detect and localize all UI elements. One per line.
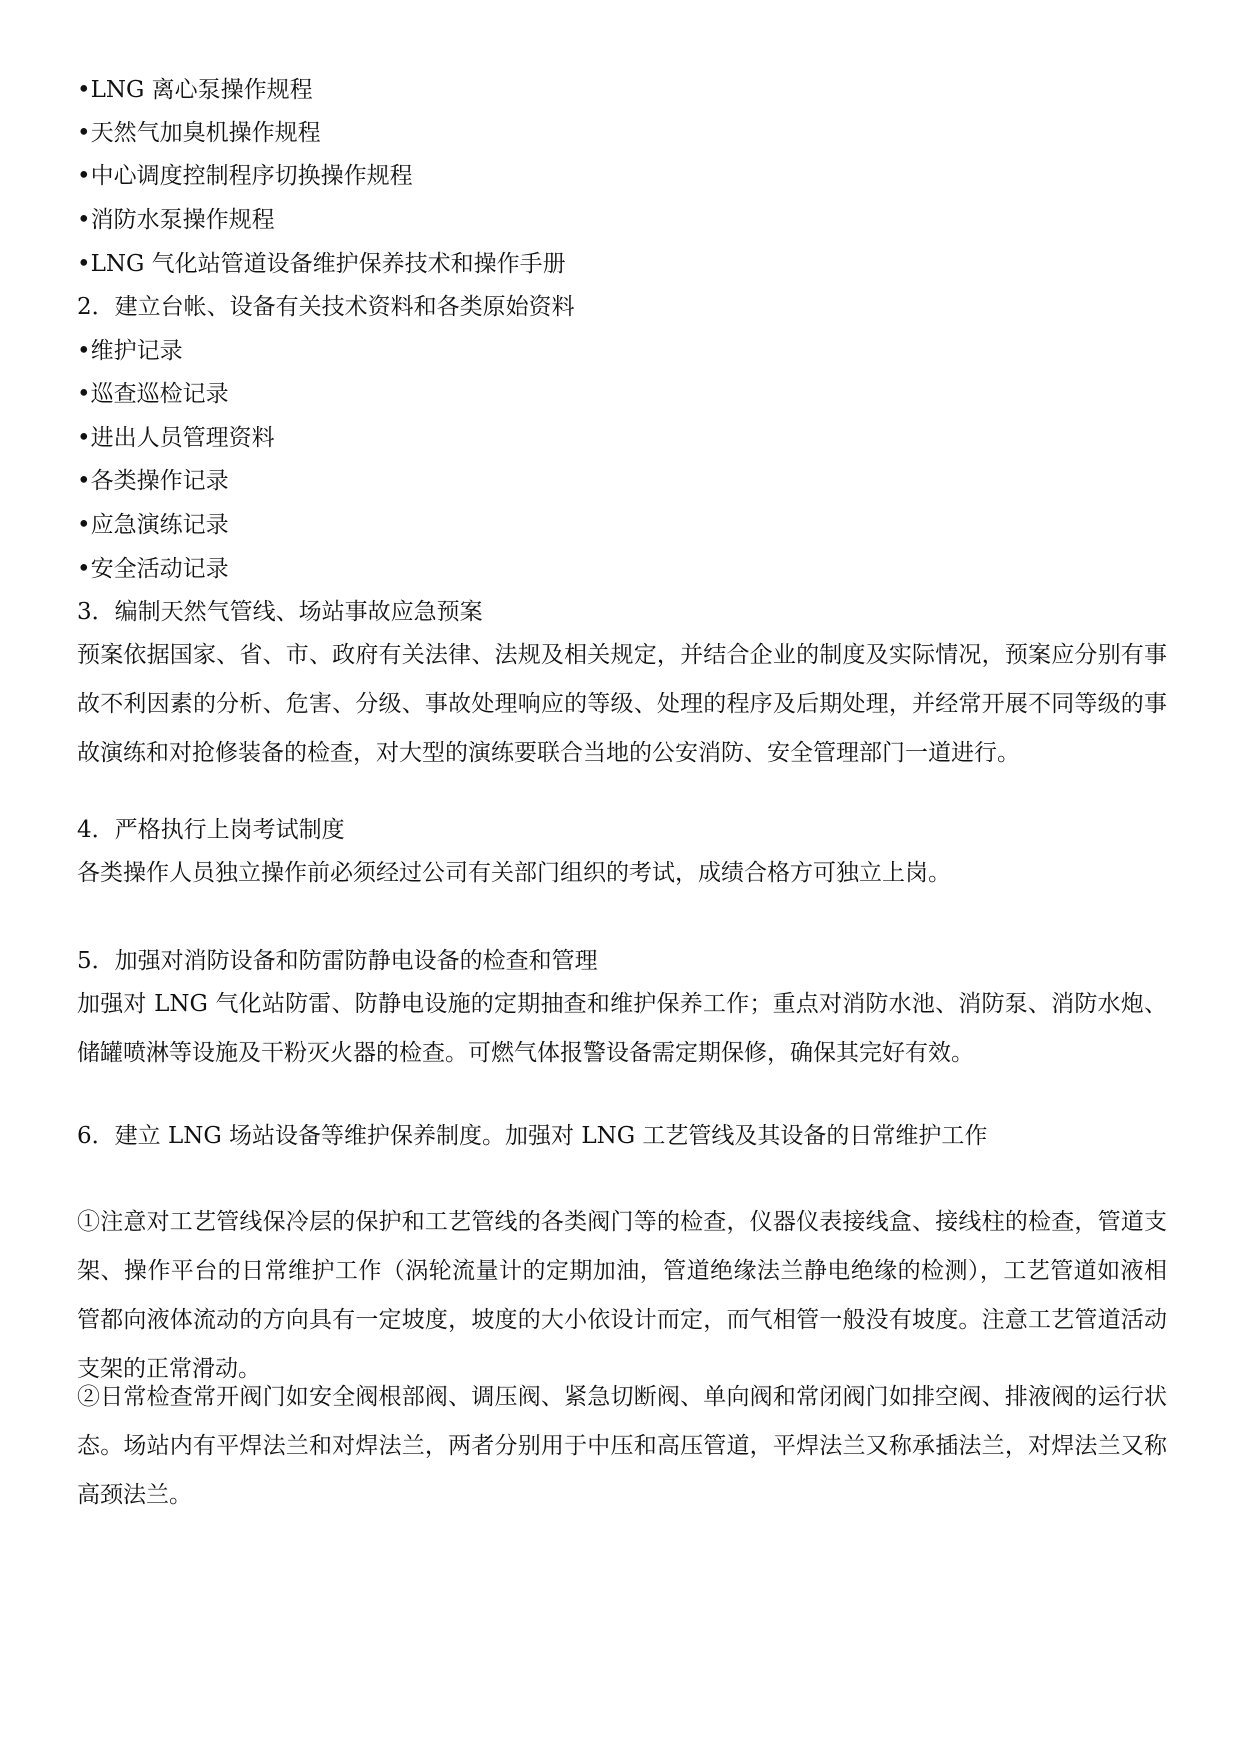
list-item: • 消防水泵操作规程 <box>77 205 1167 235</box>
list-item: • 维护记录 <box>77 336 1167 366</box>
section-6-heading: 6．建立 LNG 场站设备等维护保养制度。加强对 LNG 工艺管线及其设备的日常维护工作 <box>77 1123 988 1149</box>
section-4-heading: 4．严格执行上岗考试制度 <box>77 817 345 843</box>
list-item: • 中心调度控制程序切换操作规程 <box>77 161 1167 191</box>
list-item: • 安全活动记录 <box>77 554 1167 584</box>
list-item: • 进出人员管理资料 <box>77 423 1167 453</box>
list-item: • 各类操作记录 <box>77 466 1167 496</box>
section-5-body: 加强对 LNG 气化站防雷、防静电设施的定期抽查和维护保养工作；重点对消防水池、消防泵、消防水炮、储罐喷淋等设施及干粉灭火器的检查。可燃气体报警设备需定期保修，确保其完好有效。 <box>77 991 1167 1066</box>
section-2-heading: 2．建立台帐、设备有关技术资料和各类原始资料 <box>77 294 575 320</box>
list-item: • LNG 离心泵操作规程 <box>77 75 1167 105</box>
list-item: • 巡查巡检记录 <box>77 379 1167 409</box>
section-3-heading: 3．编制天然气管线、场站事故应急预案 <box>77 599 483 625</box>
section-6-item-1: ①注意对工艺管线保冷层的保护和工艺管线的各类阀门等的检查，仪器仪表接线盒、接线柱的检查，管道支架、操作平台的日常维护工作（涡轮流量计的定期加油，管道绝缘法兰静电绝缘的检测），工艺管道如液相管都向液体流动的方向具有一定坡度，坡度的大小依设计而定，而气相管一般没有坡度。注意工艺管道活动支架的正常滑动。 <box>77 1209 1167 1382</box>
list-item: • 应急演练记录 <box>77 510 1167 540</box>
section-6-item-2: ②日常检查常开阀门如安全阀根部阀、调压阀、紧急切断阀、单向阀和常闭阀门如排空阀、排液阀的运行状态。场站内有平焊法兰和对焊法兰，两者分别用于中压和高压管道，平焊法兰又称承插法兰，对焊法兰又称高颈法兰。 <box>77 1384 1167 1508</box>
section-5-heading: 5．加强对消防设备和防雷防静电设备的检查和管理 <box>77 948 598 974</box>
section-3-body: 预案依据国家、省、市、政府有关法律、法规及相关规定，并结合企业的制度及实际情况，预案应分别有事故不利因素的分析、危害、分级、事故处理响应的等级、处理的程序及后期处理，并经常开展不同等级的事故演练和对抢修装备的检查，对大型的演练要联合当地的公安消防、安全管理部门一道进行。 <box>77 642 1167 766</box>
section-4-body: 各类操作人员独立操作前必须经过公司有关部门组织的考试，成绩合格方可独立上岗。 <box>77 860 951 886</box>
list-item: • 天然气加臭机操作规程 <box>77 118 1167 148</box>
list-item: • LNG 气化站管道设备维护保养技术和操作手册 <box>77 249 1167 279</box>
